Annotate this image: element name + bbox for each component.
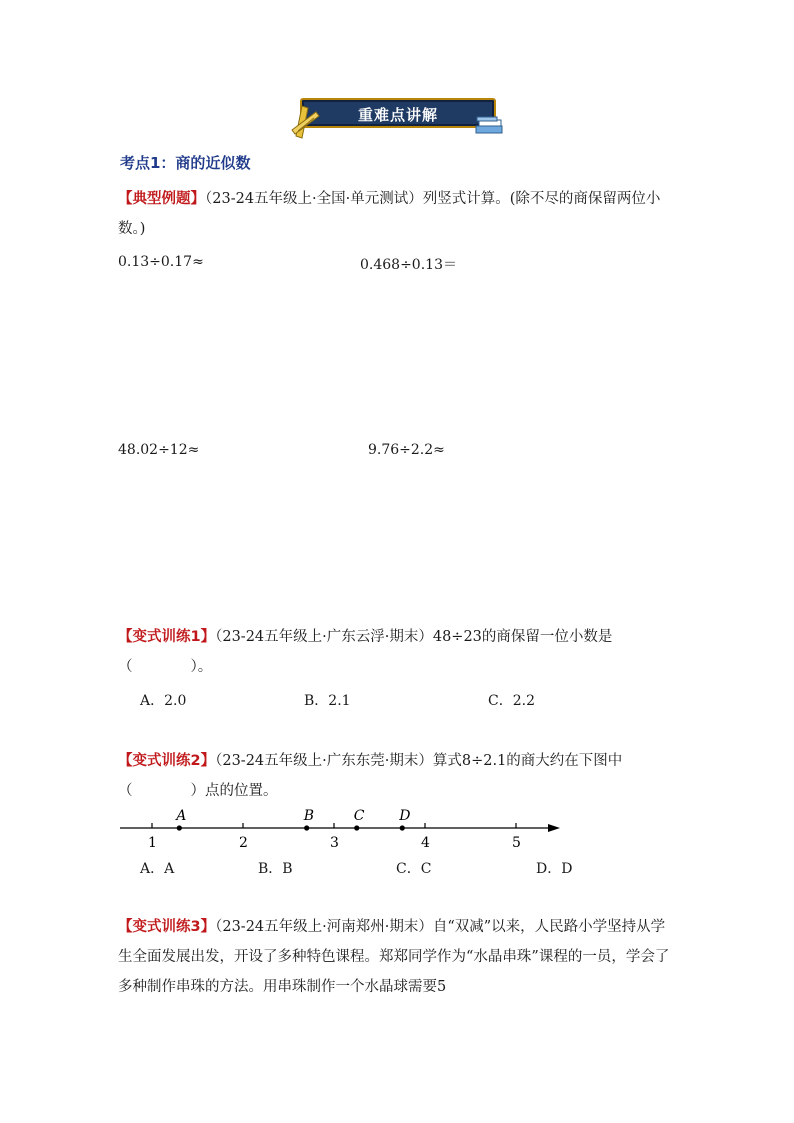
- problem-1: 0.13÷0.17≈: [118, 254, 204, 270]
- exercise3-text: （23-24五年级上·河南郑州·期末）自“双减”以来，人民路小学坚持从学生全面发展出发，开设了多种特色课程。郑郑同学作为“水晶串珠”课程的一员，学会了多种制作串珠的方法。用串珠制作一个水晶球需要5: [118, 919, 670, 995]
- number-line-tick-label: 5: [512, 835, 521, 850]
- exercise2-tag: 【变式训练2】: [118, 753, 216, 769]
- section-title: 考点1：商的近似数: [120, 154, 251, 172]
- number-line: [118, 806, 568, 850]
- number-line-point-label: B: [303, 808, 314, 824]
- number-line-tick-label: 4: [421, 835, 430, 850]
- exercise1-option-c: C．2.2: [488, 693, 535, 709]
- example-tag: 【典型例题】: [118, 191, 205, 207]
- number-line-tick-label: 2: [239, 835, 248, 850]
- problem-2: 0.468÷0.13＝: [360, 257, 457, 273]
- exercise3-tag: 【变式训练3】: [118, 919, 216, 935]
- example-paragraph: [118, 184, 678, 244]
- section-banner: [300, 98, 496, 128]
- exercise1-text: （23-24五年级上·广东云浮·期末）48÷23的商保留一位小数是（ ）。: [118, 629, 613, 675]
- exercise2-option-b: B．B: [258, 861, 293, 877]
- problem-4: 9.76÷2.2≈: [368, 442, 445, 458]
- problem-3: 48.02÷12≈: [118, 442, 200, 458]
- exercise2-option-d: D．D: [536, 861, 573, 877]
- pencil-ruler-icon: [288, 100, 322, 140]
- number-line-point: [400, 825, 405, 830]
- example-text: （23-24五年级上·全国·单元测试）列竖式计算。(除不尽的商保留两位小数。): [118, 191, 661, 237]
- exercise2-paragraph: [118, 746, 678, 806]
- number-line-point-label: D: [399, 808, 411, 824]
- number-line-tick-label: 1: [148, 835, 157, 850]
- number-line-point-label: A: [176, 808, 187, 824]
- number-line-point: [304, 825, 309, 830]
- exercise3-paragraph: [118, 912, 678, 1002]
- books-icon: [474, 116, 504, 136]
- number-line-point: [177, 825, 182, 830]
- exercise2-text: （23-24五年级上·广东东莞·期末）算式8÷2.1的商大约在下图中（ ）点的位置。: [118, 753, 623, 799]
- exercise1-paragraph: [118, 622, 678, 682]
- exercise2-option-c: C．C: [396, 861, 432, 877]
- exercise1-option-b: B．2.1: [304, 693, 351, 709]
- number-line-point-label: C: [353, 808, 365, 824]
- exercise2-option-a: A．A: [140, 861, 175, 877]
- exercise1-option-a: A．2.0: [140, 693, 187, 709]
- exercise1-tag: 【变式训练1】: [118, 629, 216, 645]
- number-line-arrow: [548, 824, 560, 832]
- banner-title: 重难点讲解: [357, 106, 438, 124]
- number-line-tick-label: 3: [330, 835, 339, 850]
- number-line-point: [354, 825, 359, 830]
